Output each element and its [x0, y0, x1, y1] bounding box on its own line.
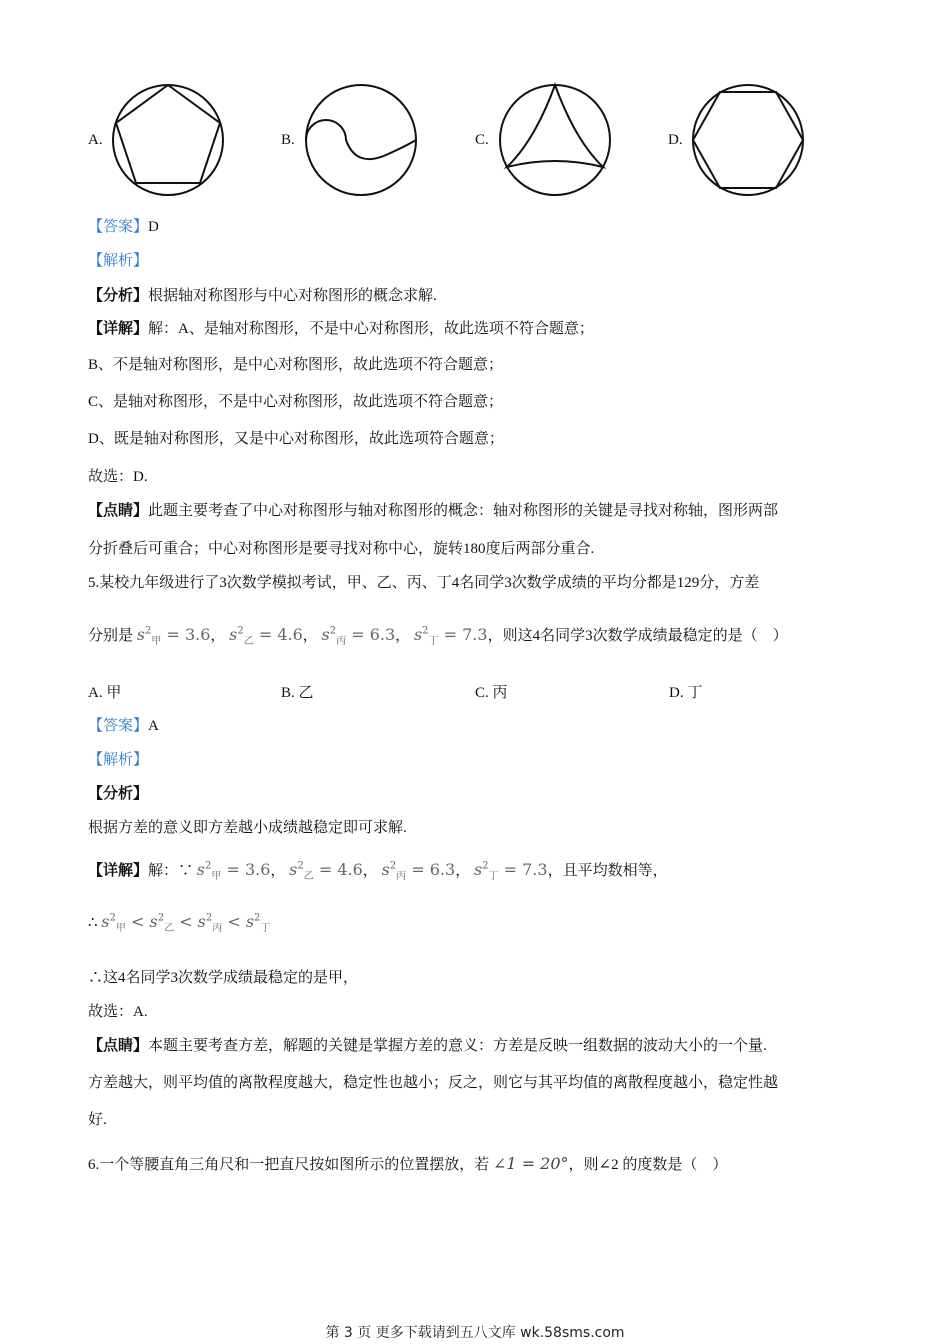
q4-detail [88, 317, 594, 338]
q6-stem [88, 1153, 727, 1174]
inequality-chain: $s^2_甲 < s^2_乙 < s^2_丙 < s^2_丁$ [101, 912, 271, 935]
stem-pre: 6.一个等腰直角三角尺和一把直尺按如图所示的位置摆放，若 [88, 1157, 490, 1173]
q5-therefore-2: ∴这4名同学3次数学成绩最稳定的是甲， [88, 970, 359, 986]
detail-text: 解：A、是轴对称图形，不是中心对称图形，故此选项不符合题意； [148, 321, 594, 337]
choice-b: B. 乙 [281, 685, 314, 701]
variance-ding: $s^2_丁 = 7.3$ [473, 860, 548, 883]
answer-value: D [148, 219, 159, 235]
q4-choose: 故选：D. [88, 469, 148, 485]
q5-stem-1: 5.某校九年级进行了3次数学模拟考试，甲、乙、丙、丁4名同学3次数学成绩的平均分都是129分，方差 [88, 575, 760, 591]
q5-fenxi-tag: 【分析】 [88, 786, 149, 802]
variance-yi: $s^2_乙 = 4.6$ [229, 625, 303, 648]
q4-line-c: C、是轴对称图形，不是中心对称图形，故此选项不符合题意； [88, 394, 504, 410]
q4-note-1 [88, 499, 778, 520]
q4-line-b: B、不是轴对称图形，是中心对称图形，故此选项不符合题意； [88, 357, 504, 373]
answer-tag: 【答案】 [88, 718, 149, 734]
option-d-label: D. [668, 132, 683, 148]
stem-pre: 分别是 [88, 628, 134, 644]
q4-note-2: 分折叠后可重合；中心对称图形是要寻找对称中心，旋转180度后两部分重合. [88, 541, 595, 557]
circle-pentagon-icon [108, 80, 228, 200]
angle-expression: ∠1 = 20° [493, 1154, 569, 1173]
q4-analysis-tag: 【解析】 [88, 253, 149, 269]
variance-jia: $s^2_甲 = 3.6$ [136, 625, 211, 648]
q5-answer [88, 714, 159, 735]
figure-options [88, 80, 848, 200]
q5-detail: 【详解】解：∵ $s^2_甲 = 3.6$， $s^2_乙 = 4.6$， $s^2_丙 = 6.3$， $s^2_丁 = 7.3$，且平均数相等， [88, 860, 668, 883]
choice-a: A. 甲 [88, 685, 122, 701]
variance-bing: $s^2_丙 = 6.3$ [321, 625, 396, 648]
q5-analysis-tag: 【解析】 [88, 752, 149, 768]
q5-inequality [88, 912, 270, 934]
answer-value: A [148, 718, 159, 734]
fenxi-text: 根据轴对称图形与中心对称图形的概念求解. [148, 288, 437, 304]
detail-post: ，且平均数相等， [547, 863, 668, 879]
note-tag: 【点睛】 [88, 1038, 149, 1054]
option-b-label: B. [281, 132, 295, 148]
q5-note-2: 方差越大，则平均值的离散程度越大，稳定性也越小；反之，则它与其平均值的离散程度越小，稳定性越 [88, 1075, 779, 1091]
note-tag: 【点睛】 [88, 503, 149, 519]
variance-bing: $s^2_丙 = 6.3$ [381, 860, 456, 883]
q4-answer [88, 215, 159, 236]
fenxi-tag: 【分析】 [88, 288, 149, 304]
q4-line-d: D、既是轴对称图形，又是中心对称图形，故此选项符合题意； [88, 431, 504, 447]
circle-s-curve-icon [301, 80, 421, 200]
therefore-symbol: ∴ [88, 915, 98, 931]
q5-choose: 故选：A. [88, 1004, 148, 1020]
detail-tag: 【详解】 [88, 863, 149, 879]
variance-yi: $s^2_乙 = 4.6$ [289, 860, 363, 883]
q5-note-3: 好. [88, 1112, 107, 1128]
answer-tag: 【答案】 [88, 219, 149, 235]
circle-hexagon-icon [688, 80, 808, 200]
page-footer: 第 3 页 更多下载请到五八文库 wk.58sms.com [325, 1325, 625, 1341]
choice-d: D. 丁 [669, 685, 703, 701]
note-text: 本题主要考查方差，解题的关键是掌握方差的意义：方差是反映一组数据的波动大小的一个量. [148, 1038, 767, 1054]
stem-post: ，则这4名同学3次数学成绩最稳定的是（ ） [487, 628, 788, 644]
q4-fenxi [88, 284, 437, 305]
circle-reuleaux-triangle-icon [495, 80, 615, 200]
detail-pre: 解：∵ [148, 863, 194, 879]
option-c-label: C. [475, 132, 489, 148]
choice-c: C. 丙 [475, 685, 508, 701]
stem-post: ，则∠2 的度数是（ ） [568, 1157, 728, 1173]
variance-ding: $s^2_丁 = 7.3$ [413, 625, 488, 648]
q5-stem-2: 分别是 $s^2_甲 = 3.6$， $s^2_乙 = 4.6$， $s^2_丙 = 6.3$， $s^2_丁 = 7.3$，则这4名同学3次数学成绩最稳定的是（ ） [88, 625, 788, 648]
note-text: 此题主要考查了中心对称图形与轴对称图形的概念：轴对称图形的关键是寻找对称轴，图形两部 [148, 503, 779, 519]
q5-fenxi-text: 根据方差的意义即方差越小成绩越稳定即可求解. [88, 820, 407, 836]
q5-note-1 [88, 1034, 767, 1055]
detail-tag: 【详解】 [88, 321, 149, 337]
option-a-label: A. [88, 132, 103, 148]
variance-jia: $s^2_甲 = 3.6$ [196, 860, 271, 883]
